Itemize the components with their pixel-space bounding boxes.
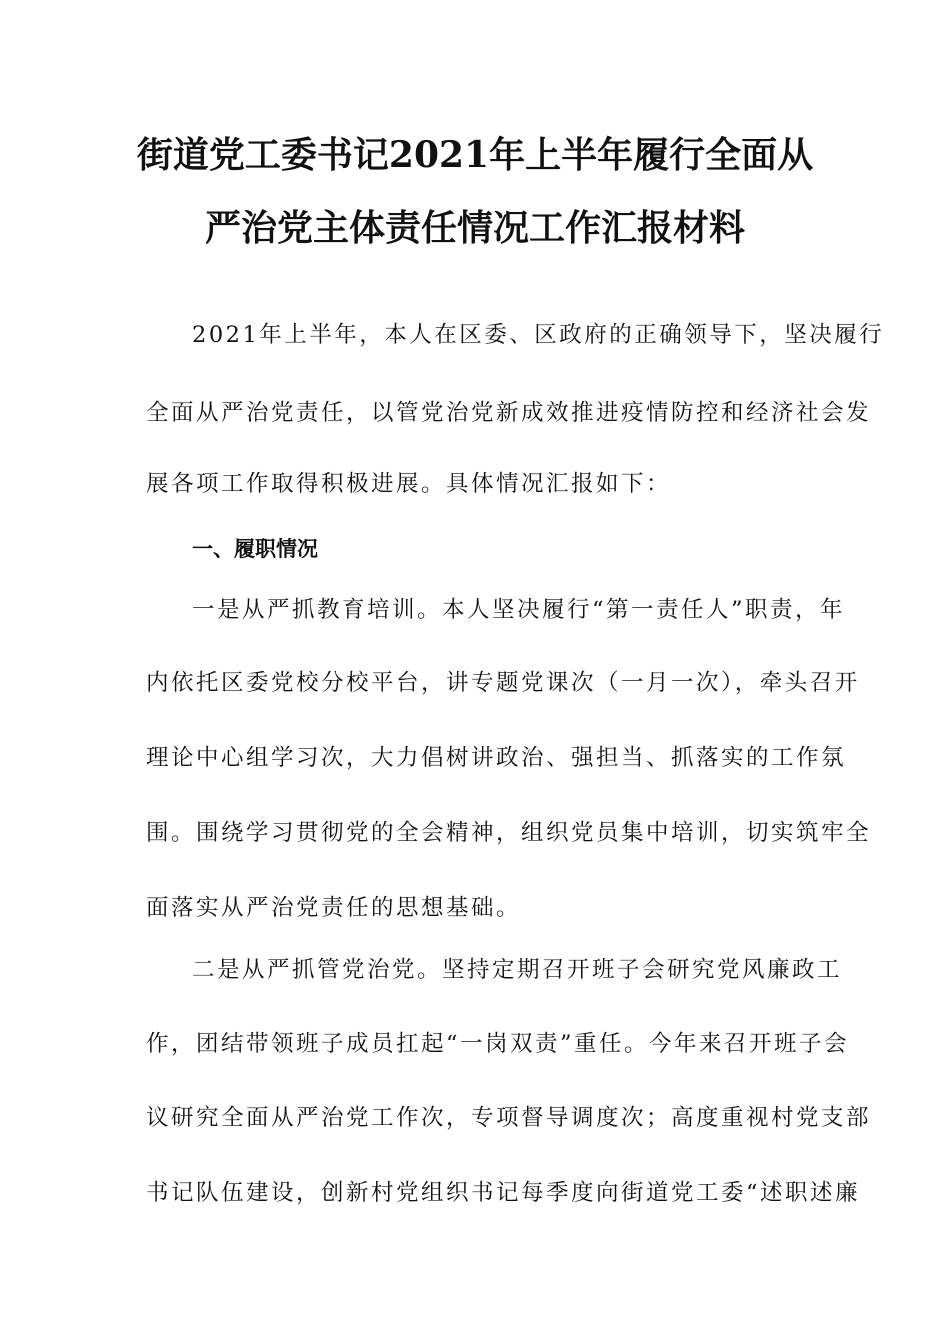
para1-line-2: 内依托区委党校分校平台，讲专题党课次（一月一次），牵头召开: [146, 670, 860, 696]
intro-line-2: 全面从严治党责任，以管党治党新成效推进疫情防控和经济社会发: [146, 400, 872, 426]
para2-line-4: 书记队伍建设，创新村党组织书记每季度向街道党工委“述职述廉: [146, 1180, 861, 1206]
section-heading-1: 一、履职情况: [192, 537, 318, 561]
document-title-line-1: 街道党工委书记2021年上半年履行全面从: [136, 134, 814, 176]
para2-line-3: 议研究全面从严治党工作次，专项督导调度次；高度重视村党支部: [146, 1105, 872, 1131]
para2-line-2: 作，团结带领班子成员扛起“一岗双责”重任。今年来召开班子会: [146, 1031, 850, 1057]
intro-line-3: 展各项工作取得积极进展。具体情况汇报如下：: [146, 471, 672, 497]
para1-line-1: 一是从严抓教育培训。本人坚决履行“第一责任人”职责，年: [192, 597, 846, 623]
para1-line-4: 围。围绕学习贯彻党的全会精神，组织党员集中培训，切实筑牢全: [146, 820, 872, 846]
para1-line-5: 面落实从严治党责任的思想基础。: [146, 895, 522, 921]
document-title-line-2: 严治党主体责任情况工作汇报材料: [204, 207, 745, 249]
para1-line-3: 理论中心组学习次，大力倡树讲政治、强担当、抓落实的工作氛: [146, 745, 847, 771]
intro-line-1: 2021年上半年，本人在区委、区政府的正确领导下，坚决履行: [192, 322, 885, 348]
para2-line-1: 二是从严抓管党治党。坚持定期召开班子会研究党风廉政工: [192, 957, 843, 983]
